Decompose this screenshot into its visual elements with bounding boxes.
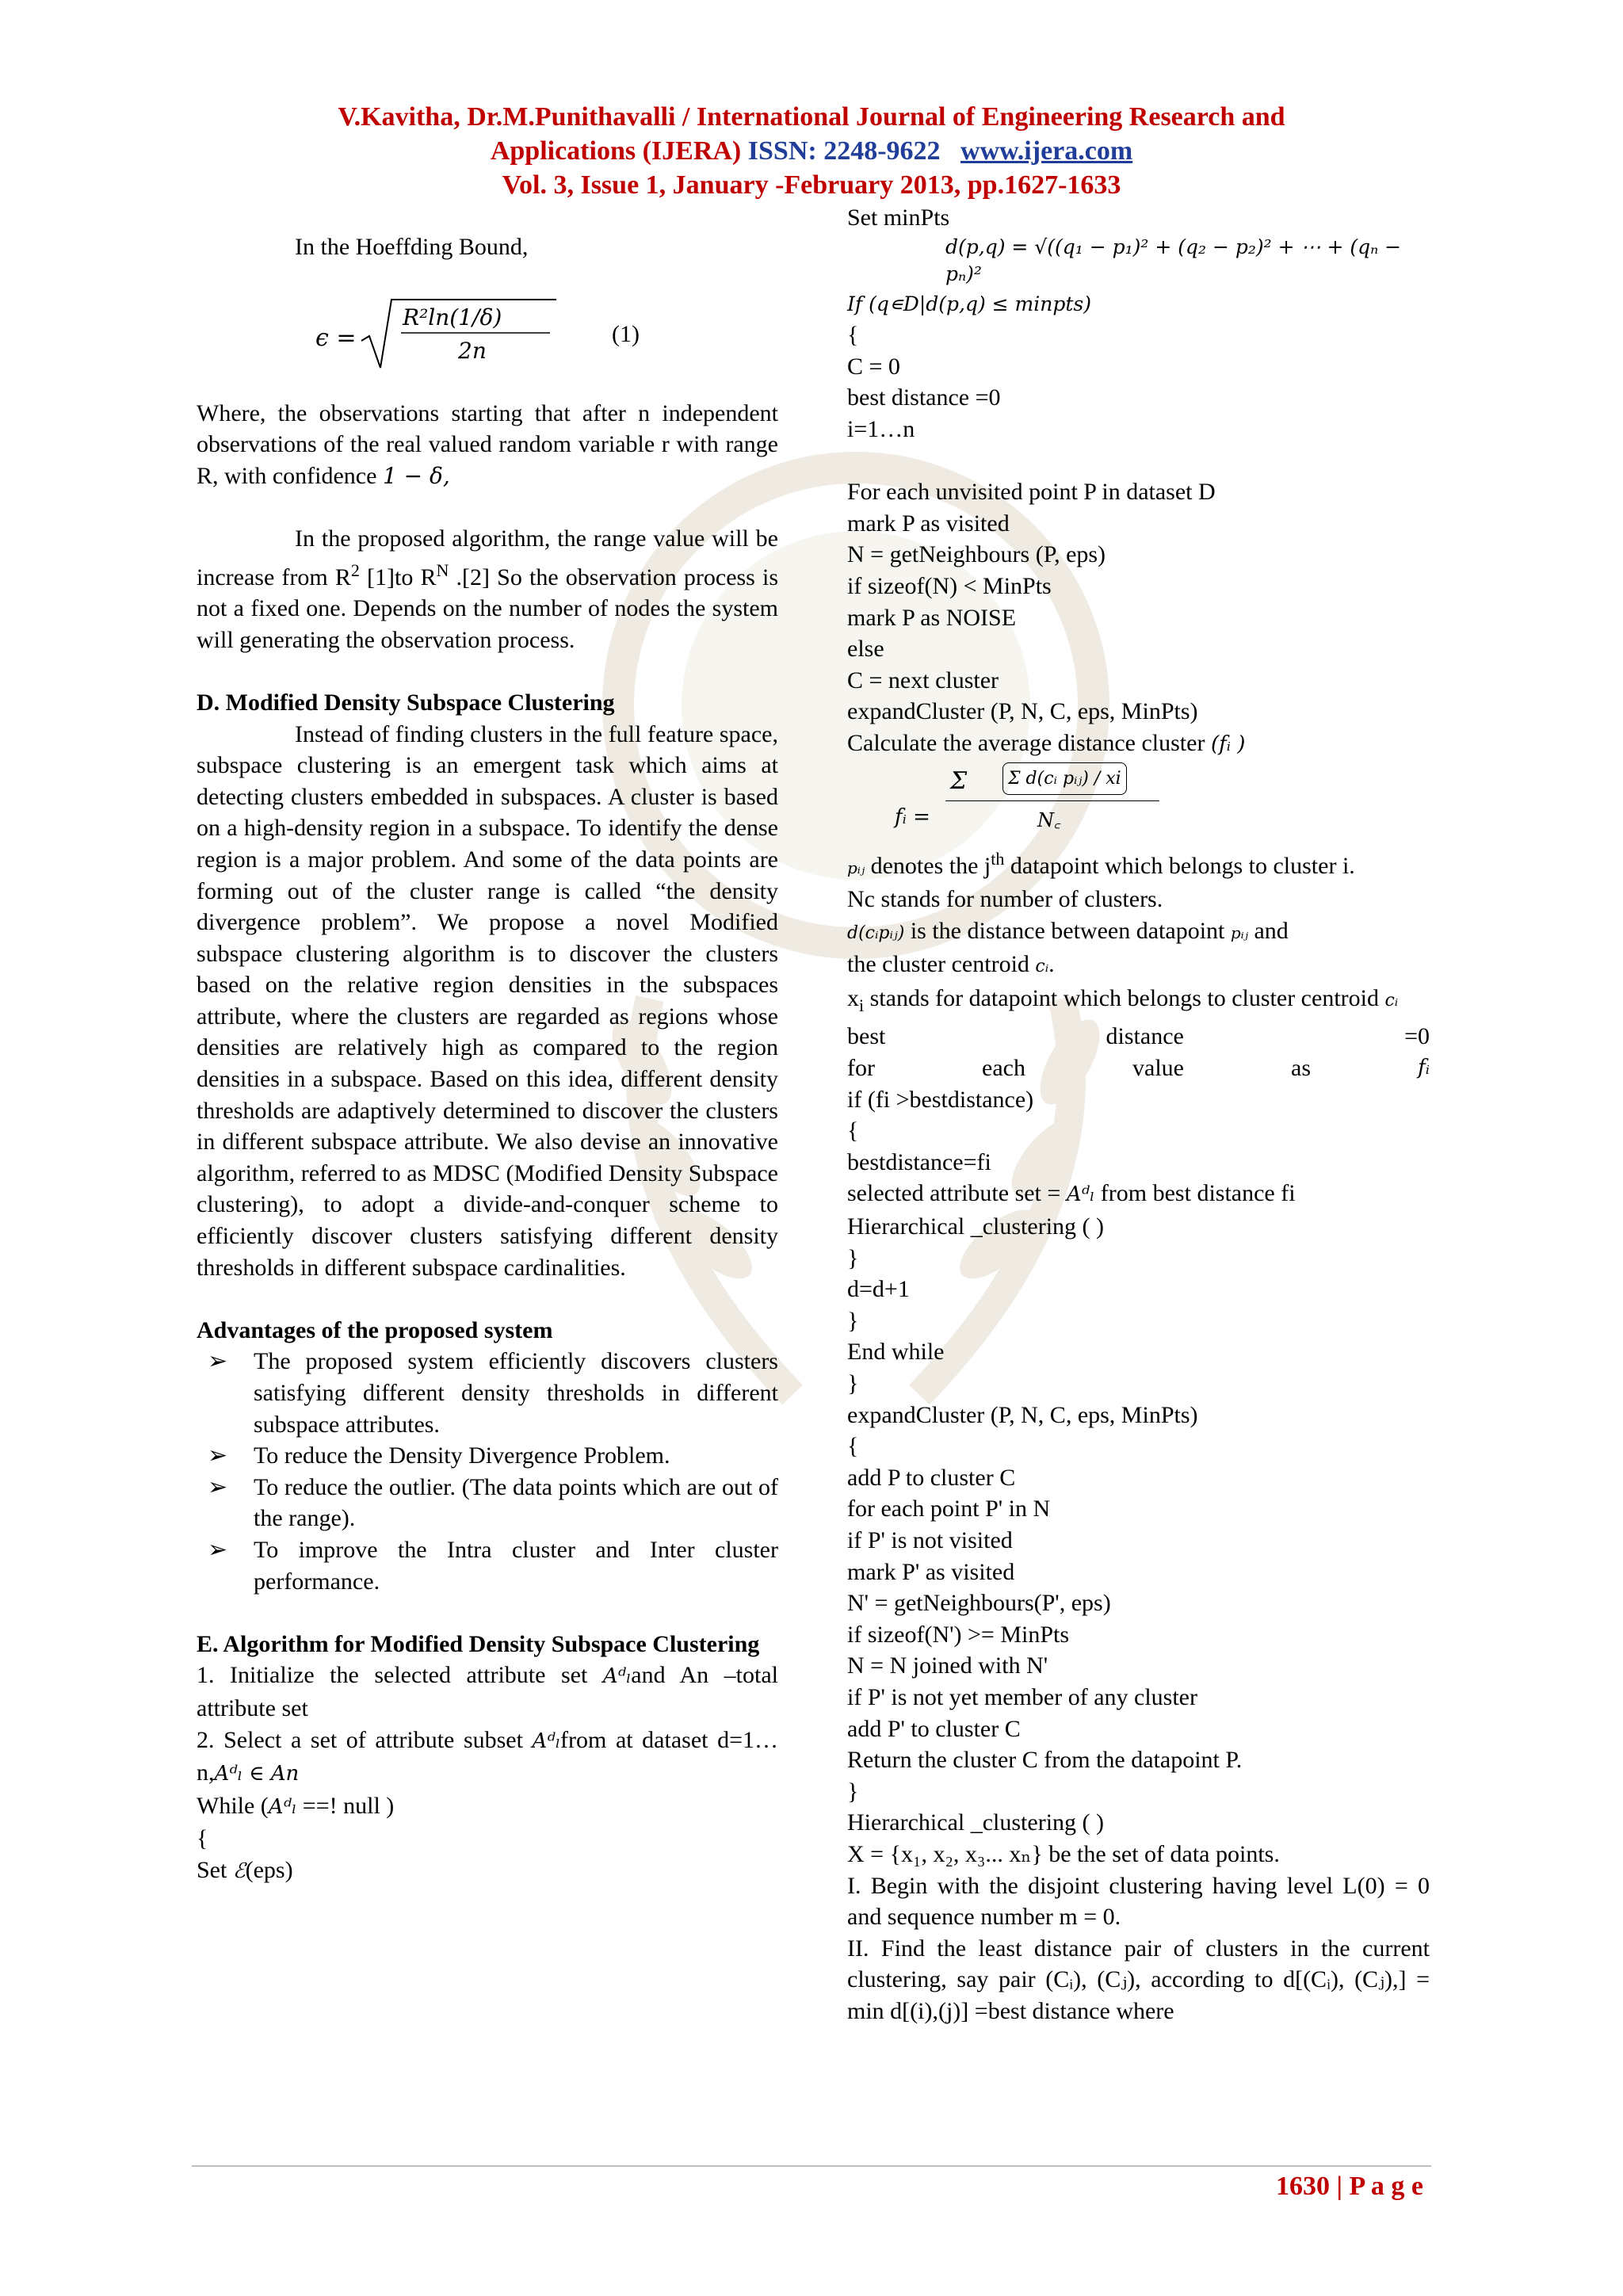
step-ii: II. Find the least distance pair of clusters in the current clustering, say pair (Cᵢ), (Cⱼ), according to d[(Cᵢ), (Cⱼ),] = min d[(i),(j)] =best distance where <box>847 1935 1430 2024</box>
confidence-symbol: 1 − δ, <box>382 462 450 489</box>
running-header <box>0 100 1623 202</box>
code-line: { <box>847 1117 859 1144</box>
code-line: d=d+1 <box>847 1276 910 1303</box>
code-line: if sizeof(N') >= MinPts <box>847 1621 1070 1648</box>
code-line: i=1…n <box>847 415 915 442</box>
hoeffding-intro: In the Hoeffding Bound, <box>295 234 529 260</box>
header-line-3: Vol. 3, Issue 1, January -February 2013, pp.1627-1633 <box>502 170 1121 200</box>
centroid-line: the cluster centroid cᵢ. <box>847 951 1055 978</box>
header-line-2 <box>0 134 1623 168</box>
svg-text:2n: 2n <box>458 337 487 364</box>
section-d-heading: D. Modified Density Subspace Clustering <box>197 689 615 716</box>
algorithm-block-a <box>847 319 1430 728</box>
list-item: ➢ To reduce the outlier. (The data points which are out of the range). <box>197 1472 778 1534</box>
hoeffding-formula <box>315 295 601 374</box>
list-item: ➢ The proposed system efficiently discovers clusters satisfying different density thresholds in different subspace attributes. <box>197 1346 778 1440</box>
code-line: expandCluster (P, N, C, eps, MinPts) <box>847 1401 1198 1428</box>
advantages-list <box>197 1346 778 1597</box>
code-line: if P' is not yet member of any cluster <box>847 1683 1197 1710</box>
code-line: N = N joined with N' <box>847 1652 1048 1679</box>
step-2: 2. Select a set of attribute subset Aᵈₗfrom at dataset d=1…n,Aᵈₗ ∈ An <box>197 1726 778 1786</box>
code-line: best distance =0 <box>847 384 1001 411</box>
right-column <box>847 202 1430 2027</box>
arrow-bullet-icon: ➢ <box>208 1536 228 1563</box>
attribute-set-symbol: Aᵈₗ <box>602 1664 632 1689</box>
code-line: mark P as visited <box>847 510 1010 537</box>
xi-line: $x_i$ stands for datapoint which belongs to cluster centroid cᵢ <box>847 984 1399 1015</box>
code-line: mark P as NOISE <box>847 604 1017 631</box>
average-distance-line: Calculate the average distance cluster (fᵢ ) <box>847 729 1246 756</box>
data-set-line: X = {x₁, x₂, x₃... xₙ} be the set of data points. <box>847 1840 1280 1867</box>
code-line: Hierarchical _clustering ( ) <box>847 1213 1105 1240</box>
code-line: Return the cluster C from the datapoint P. <box>847 1747 1243 1774</box>
section-d-body: Instead of finding clusters in the full feature space, subspace clustering is an emergent task which aims at detecting clusters embedded in subspaces. A cluster is based on a high-density region in a subspace. To identify the dense region is a major problem. And some of the data points are forming out of the cluster range is called “the density divergence problem”. We propose a novel Modified subspace clustering algorithm is to discover the clusters based on the relative region densities in the subspaces attribute, where the clusters are regarded as regions whose densities are relatively high as compared to the region densities in a subspace. Based on this idea, different density thresholds are adaptively determined to discover the clusters in different subspace attribute. We also devise an innovative algorithm, referred to as MDSC (Modified Density Subspace clustering), to adopt a divide-and-conquer scheme to efficiently discover clusters satisfying different density thresholds in different subspace cardinalities. <box>197 720 778 1281</box>
best-distance-row: best distance =0 <box>847 1023 1430 1050</box>
set-eps-line: Set ℰ(eps) <box>197 1856 293 1883</box>
code-line: Hierarchical _clustering ( ) <box>847 1809 1105 1836</box>
list-item: ➢ To reduce the Density Divergence Problem. <box>197 1440 778 1472</box>
svg-text:R²ln(1/δ): R²ln(1/δ) <box>403 304 502 330</box>
code-line: } <box>847 1370 859 1396</box>
selected-attribute-line: selected attribute set = Aᵈₗ from best distance fi <box>847 1180 1296 1207</box>
if-line: If (q∊D|d(p,q) ≤ minpts) <box>847 292 1091 315</box>
code-line: else <box>847 636 884 663</box>
code-line: add P to cluster C <box>847 1464 1016 1491</box>
code-line: mark P' as visited <box>847 1558 1015 1585</box>
equation-number: (1) <box>612 320 640 347</box>
where-paragraph: Where, the observations starting that after n independent observations of the real valued random variable r with range R, with confidence 1 − δ, <box>197 399 778 489</box>
code-line: Set minPts <box>847 204 950 231</box>
code-line: { <box>847 1433 859 1460</box>
code-line: For each unvisited point P in dataset D <box>847 479 1216 506</box>
code-line: C = 0 <box>847 353 900 380</box>
svg-text:ϵ =: ϵ = <box>315 323 357 352</box>
code-line <box>847 445 1430 477</box>
nc-line: Nc stands for number of clusters. <box>847 886 1163 913</box>
pij-line: pᵢⱼ denotes the $j^{th}$ datapoint which belongs to cluster i. <box>847 848 1355 879</box>
code-line: { <box>847 322 859 349</box>
code-line: bestdistance=fi <box>847 1148 991 1175</box>
while-line: While (Aᵈₗ ==! null ) <box>197 1792 395 1819</box>
issn: ISSN: 2248-9622 <box>747 136 941 166</box>
journal-url-link[interactable]: www.ijera.com <box>960 136 1133 166</box>
algorithm-block-c <box>847 1211 1430 1839</box>
header-line-1: V.Kavitha, Dr.M.Punithavalli / International Journal of Engineering Research and <box>338 102 1285 132</box>
code-line: if sizeof(N) < MinPts <box>847 572 1052 599</box>
arrow-bullet-icon: ➢ <box>208 1442 228 1469</box>
code-line: C = next cluster <box>847 667 999 693</box>
arrow-bullet-icon: ➢ <box>208 1348 228 1375</box>
footer-divider <box>192 2165 1431 2167</box>
page-number: 1630 | P a g e <box>1276 2172 1423 2201</box>
proposed-paragraph: In the proposed algorithm, the range value will be increase from $R^2$ [1]to $R^N$ .[2] So the observation process is not a fixed one. Depends on the number of nodes the system will generating the observation process. <box>197 525 779 653</box>
open-brace: { <box>197 1825 208 1852</box>
journal-short-name: Applications (IJERA) <box>490 136 742 166</box>
average-distance-formula: fᵢ = Σ Σ d(cᵢ pᵢⱼ) / xi N꜀ <box>847 761 1430 843</box>
step-1: 1. Initialize the selected attribute set Aᵈₗand An –total attribute set <box>197 1662 778 1721</box>
distance-desc-line: d(cᵢpᵢⱼ) is the distance between datapoint pᵢⱼ and <box>847 917 1289 944</box>
hoeffding-equation <box>197 304 778 398</box>
left-column <box>197 231 778 1888</box>
distance-formula: d(p,q) = √((q₁ − p₁)² + (q₂ − p₂)² + ⋯ + (qₙ − pₙ)² <box>945 235 1402 285</box>
for-each-row: for each value as fᵢ <box>847 1055 1430 1082</box>
advantages-heading: Advantages of the proposed system <box>197 1316 553 1343</box>
code-line: End while <box>847 1339 945 1366</box>
step-i: I. Begin with the disjoint clustering having level L(0) = 0 and sequence number m = 0. <box>847 1872 1430 1931</box>
code-line: if P' is not visited <box>847 1526 1013 1553</box>
arrow-bullet-icon: ➢ <box>208 1473 228 1500</box>
code-line: } <box>847 1778 859 1805</box>
code-line: } <box>847 1244 859 1271</box>
code-line: expandCluster (P, N, C, eps, MinPts) <box>847 698 1198 725</box>
code-line: if (fi >bestdistance) <box>847 1086 1034 1113</box>
list-item: ➢ To improve the Intra cluster and Inter cluster performance. <box>197 1534 778 1597</box>
code-line: N = getNeighbours (P, eps) <box>847 541 1106 568</box>
code-line: add P' to cluster C <box>847 1715 1021 1742</box>
code-line: N' = getNeighbours(P', eps) <box>847 1590 1111 1617</box>
code-line: for each point P' in N <box>847 1496 1051 1522</box>
code-line: } <box>847 1307 859 1334</box>
section-e-heading: E. Algorithm for Modified Density Subspace Clustering <box>197 1630 760 1657</box>
